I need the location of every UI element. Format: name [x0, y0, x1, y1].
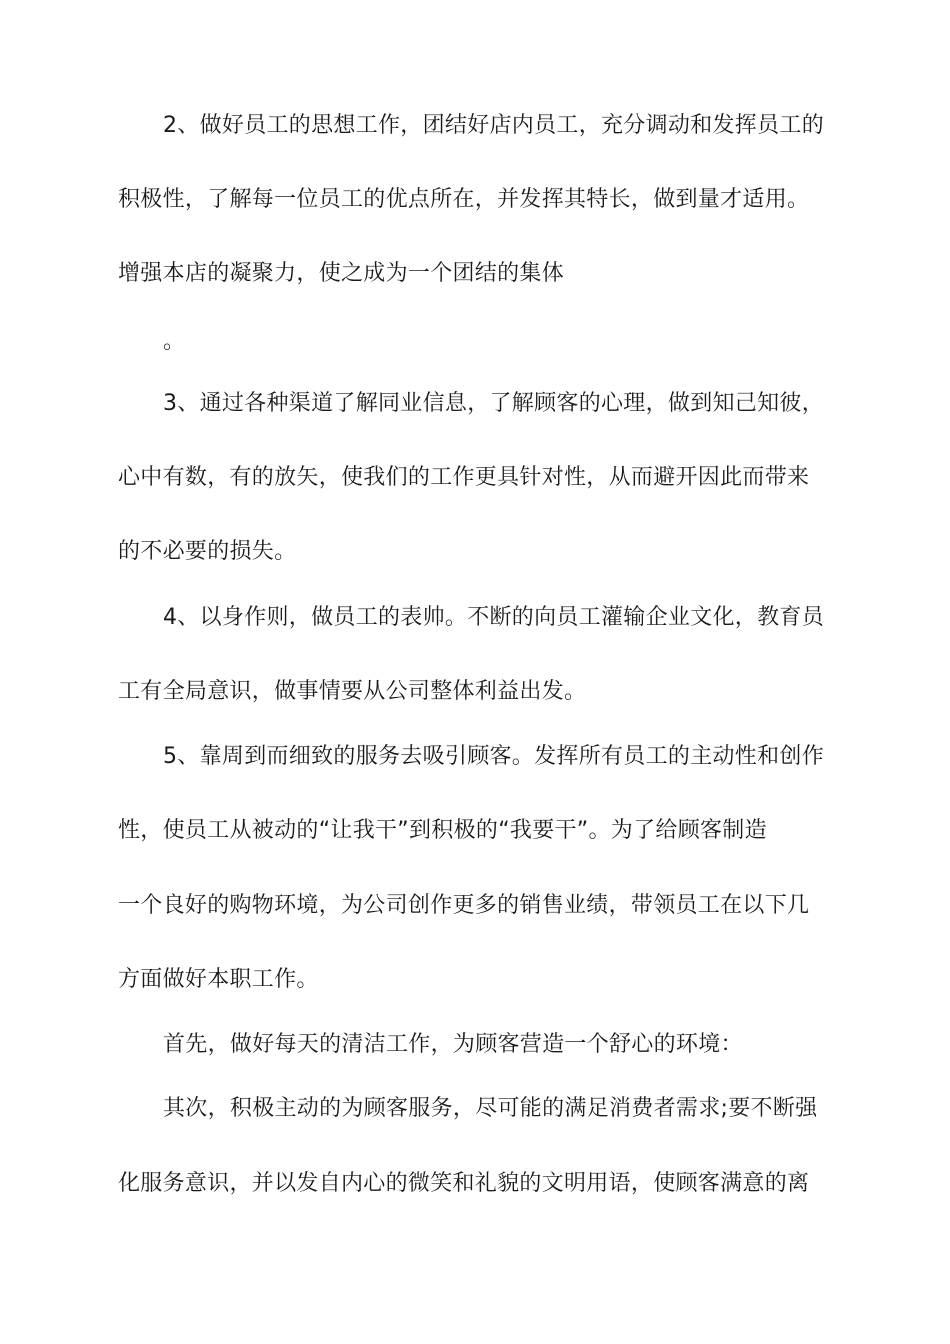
paragraph-5-line-2: 性，使员工从被动的“让我干”到积极的“我要干”。为了给顾客制造: [118, 818, 767, 843]
paragraph-3-line-3: 的不必要的损失。: [118, 539, 297, 564]
paragraph-2-line-3: 增强本店的凝聚力，使之成为一个团结的集体: [118, 261, 565, 286]
paragraph-3-line-2: 心中有数，有的放矢，使我们的工作更具针对性，从而避开因此而带来: [118, 465, 810, 490]
paragraph-4-line-2: 工有全局意识，做事情要从公司整体利益出发。: [118, 679, 587, 704]
paragraph-5-line-4: 方面做好本职工作。: [118, 967, 319, 992]
paragraph-second-line-1: 其次，积极主动的为顾客服务，尽可能的满足消费者需求;要不断强: [163, 1096, 818, 1121]
paragraph-5-line-3: 一个良好的购物环境，为公司创作更多的销售业绩，带领员工在以下几: [118, 893, 810, 918]
paragraph-2-line-4: 。: [163, 329, 186, 354]
paragraph-first-line-1: 首先，做好每天的清洁工作，为顾客营造一个舒心的环境：: [163, 1032, 743, 1057]
paragraph-4-line-1: 4、以身作则，做员工的表帅。不断的向员工灌输企业文化，教育员: [163, 605, 824, 630]
paragraph-2-line-1: 2、做好员工的思想工作，团结好店内员工，充分调动和发挥员工的: [163, 113, 824, 138]
paragraph-5-line-1: 5、靠周到而细致的服务去吸引顾客。发挥所有员工的主动性和创作: [163, 744, 824, 769]
paragraph-second-line-2: 化服务意识，并以发自内心的微笑和礼貌的文明用语，使顾客满意的离: [118, 1171, 810, 1196]
paragraph-2-line-2: 积极性，了解每一位员工的优点所在，并发挥其特长，做到量才适用。: [118, 187, 810, 212]
paragraph-3-line-1: 3、通过各种渠道了解同业信息，了解顾客的心理，做到知己知彼，: [163, 391, 824, 416]
